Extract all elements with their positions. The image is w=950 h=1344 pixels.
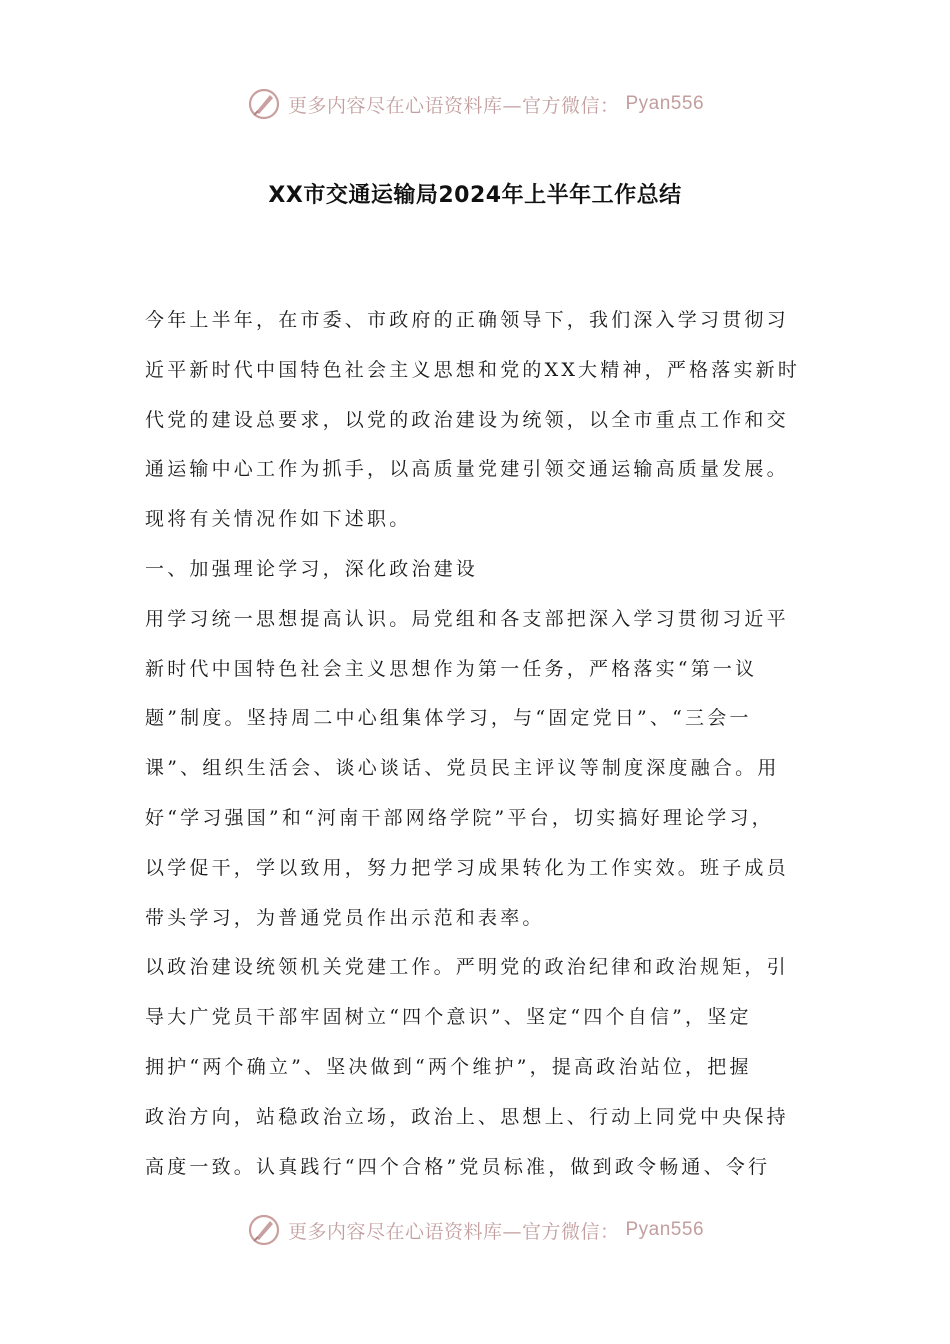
body-line: 课”、组织生活会、谈心谈话、党员民主评议等制度深度融合。用 — [145, 757, 780, 780]
body-line: 通运输中心工作为抓手，以高质量党建引领交通运输高质量发展。 — [145, 458, 789, 481]
body-line: 以学促干，学以致用，努力把学习成果转化为工作实效。班子成员 — [145, 856, 789, 879]
body-line: 以政治建设统领机关党建工作。严明党的政治纪律和政治规矩，引 — [145, 956, 789, 979]
watermark-text: 更多内容尽在心语资料库—官方微信： — [287, 1220, 620, 1243]
body-line: 带头学习，为普通党员作出示范和表率。 — [145, 906, 545, 929]
body-line: 近平新时代中国特色社会主义思想和党的XX大精神，严格落实新时 — [145, 358, 801, 381]
body-line: 高度一致。认真践行“四个合格”党员标准，做到政令畅通、令行 — [145, 1155, 771, 1178]
quill-logo-icon — [246, 86, 282, 122]
body-line: 用学习统一思想提高认识。局党组和各支部把深入学习贯彻习近平 — [145, 607, 789, 630]
body-line: 政治方向，站稳政治立场，政治上、思想上、行动上同党中央保持 — [145, 1105, 789, 1128]
footer-watermark — [0, 1210, 950, 1250]
body-line: 今年上半年，在市委、市政府的正确领导下，我们深入学习贯彻习 — [145, 309, 789, 331]
document-body — [145, 296, 810, 1192]
body-line: 好“学习强国”和“河南干部网络学院”平台，切实搞好理论学习， — [145, 806, 774, 829]
watermark-wechat-id: Pyan556 — [625, 1219, 705, 1240]
document-title: XX市交通运输局2024年上半年工作总结 — [268, 183, 682, 208]
quill-logo-icon — [246, 1212, 282, 1248]
section-heading: 一、加强理论学习，深化政治建设 — [145, 557, 479, 580]
watermark-wechat-id: Pyan556 — [625, 93, 705, 114]
watermark-text: 更多内容尽在心语资料库—官方微信： — [287, 94, 620, 117]
body-line: 代党的建设总要求，以党的政治建设为统领，以全市重点工作和交 — [145, 408, 789, 431]
body-line: 新时代中国特色社会主义思想作为第一任务，严格落实“第一议 — [145, 657, 758, 680]
header-watermark — [0, 84, 950, 124]
body-line: 拥护“两个确立”、坚决做到“两个维护”，提高政治站位，把握 — [145, 1055, 752, 1078]
body-line: 现将有关情况作如下述职。 — [145, 508, 412, 531]
body-line: 导大广党员干部牢固树立“四个意识”、坚定“四个自信”，坚定 — [145, 1006, 752, 1029]
body-line: 题”制度。坚持周二中心组集体学习，与“固定党日”、“三会一 — [145, 707, 752, 730]
